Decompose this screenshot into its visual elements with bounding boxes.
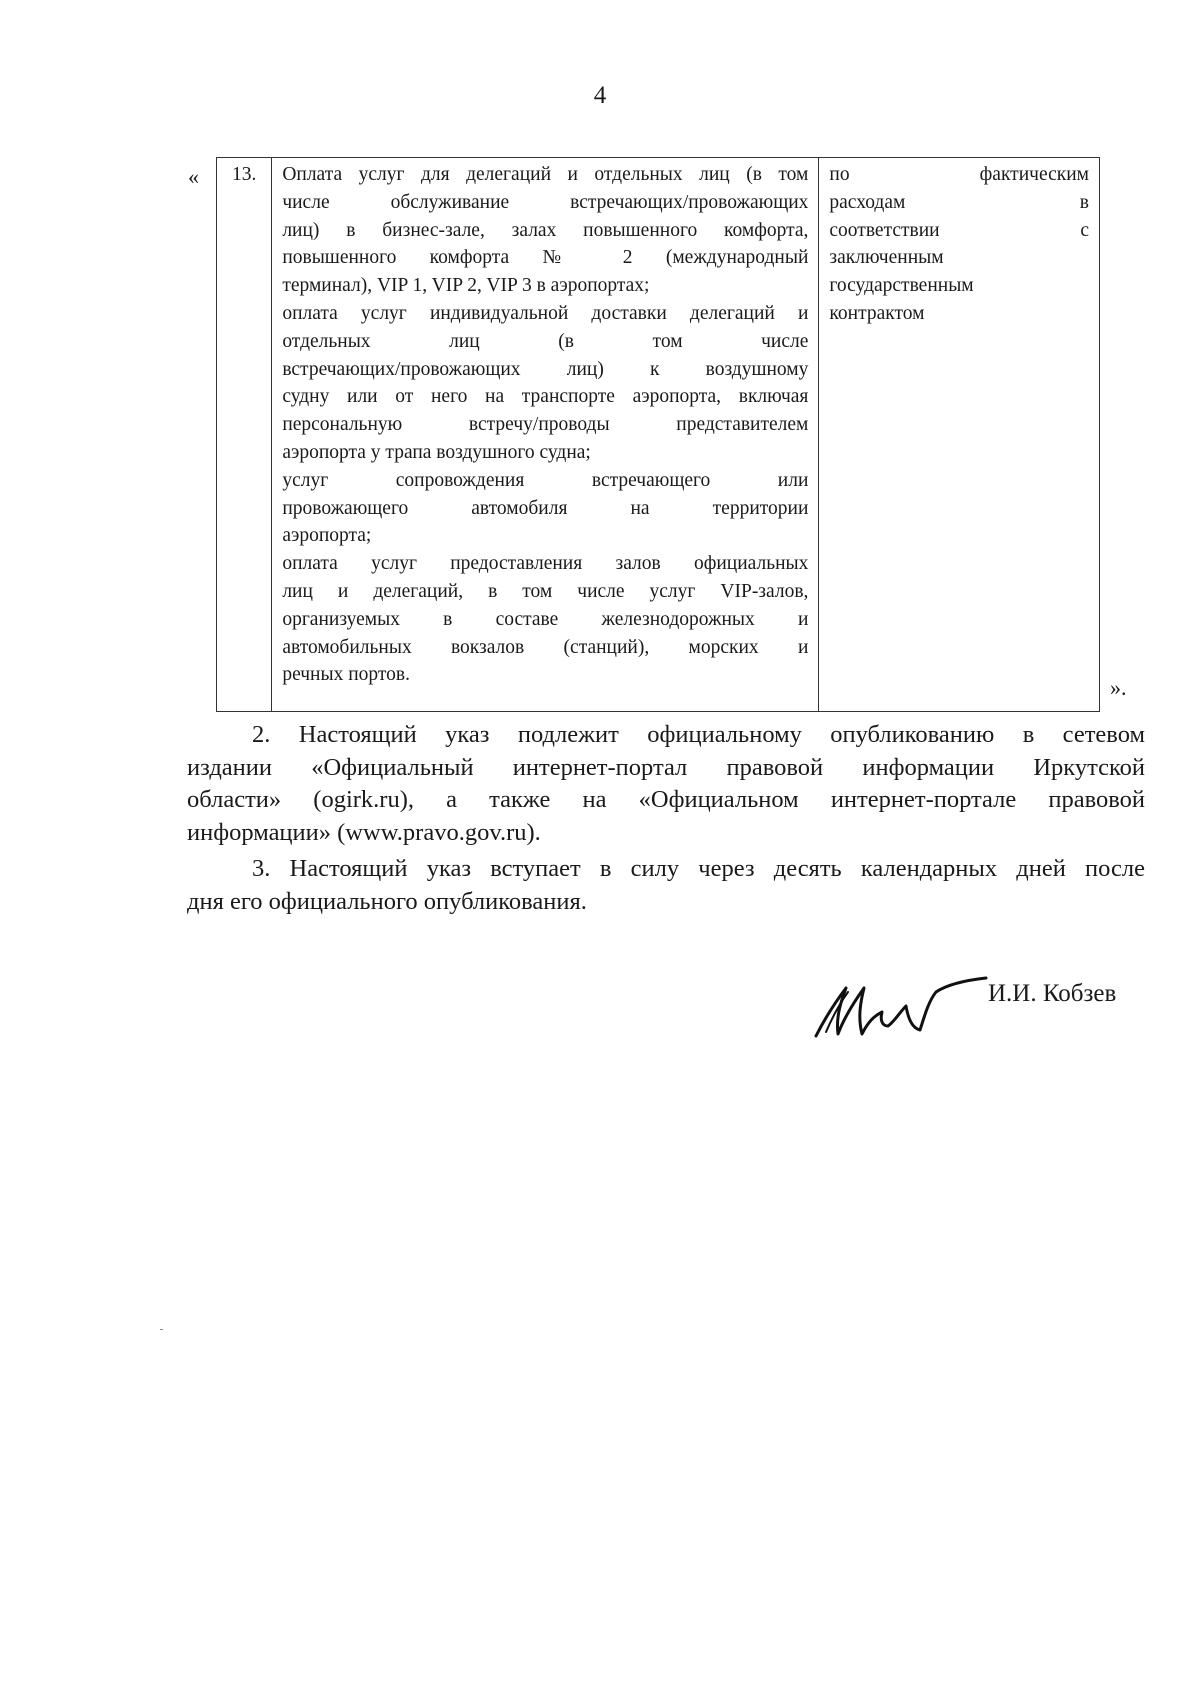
cost-line: заключенным xyxy=(829,247,944,269)
description-line: повышенного комфорта № 2 (международный xyxy=(282,247,809,269)
paragraph-line: 3. Настоящий указ вступает в силу через десять календарных дней после xyxy=(252,855,1145,882)
table-close-quote: ». xyxy=(1110,675,1127,700)
description-line: встречающих/провожающих лиц) к воздушному xyxy=(282,358,809,380)
cost-line: соответствии с xyxy=(829,219,1089,241)
row-cost-cell xyxy=(819,158,1100,712)
signer-name: И.И. Кобзев xyxy=(988,980,1117,1007)
description-line: Оплата услуг для делегаций и отдельных лиц (в том xyxy=(282,164,809,185)
description-line: лиц и делегаций, в том числе услуг VIP-залов, xyxy=(282,580,809,602)
description-line: услуг сопровождения встречающего или xyxy=(282,469,809,491)
description-line: провожающего автомобиля на территории xyxy=(282,497,809,519)
description-line: терминал), VIP 1, VIP 2, VIP 3 в аэропортах; xyxy=(282,275,650,297)
row-description-cell xyxy=(272,158,819,712)
description-line: судну или от него на транспорте аэропорта, включая xyxy=(282,386,809,408)
paragraph-line: области» (ogirk.ru), а также на «Официальном интернет-портале правовой xyxy=(187,786,1145,813)
page-number: 4 xyxy=(593,82,607,109)
services-table xyxy=(216,157,1100,712)
paragraph-effective-date xyxy=(187,853,1145,918)
cost-line: государственным xyxy=(829,275,974,297)
description-line: персональную встречу/проводы представителем xyxy=(282,414,809,436)
row-number-cell xyxy=(217,158,272,712)
description-line: организуемых в составе железнодорожных и xyxy=(282,608,809,630)
table-row xyxy=(217,158,1100,712)
scan-artifact xyxy=(160,1329,163,1330)
table-open-quote: « xyxy=(188,164,199,189)
description-line: речных портов. xyxy=(282,664,410,686)
cost-line: по фактическим xyxy=(829,164,1089,185)
paragraph-line: издании «Официальный интернет-портал правовой информации Иркутской xyxy=(187,753,1145,781)
description-line: оплата услуг предоставления залов официальных xyxy=(282,553,809,575)
paragraph-line: 2. Настоящий указ подлежит официальному опубликованию в сетевом xyxy=(252,721,1145,748)
description-line: автомобильных вокзалов (станций), морских и xyxy=(282,636,809,658)
description-line: аэропорта; xyxy=(282,525,372,547)
paragraph-line: дня его официального опубликования. xyxy=(187,887,587,915)
paragraph-publication xyxy=(187,719,1145,849)
cost-line: расходам в xyxy=(829,191,1089,213)
description-line: оплата услуг индивидуальной доставки делегаций и xyxy=(282,302,809,324)
description-line: числе обслуживание встречающих/провожающих xyxy=(282,191,809,213)
cost-line: контрактом xyxy=(829,302,925,324)
row-number: 13. xyxy=(231,164,257,185)
description-line: отдельных лиц (в том числе xyxy=(282,330,809,352)
description-line: аэропорта у трапа воздушного судна; xyxy=(282,441,591,463)
paragraph-line: информации» (www.pravo.gov.ru). xyxy=(187,818,541,846)
handwritten-signature xyxy=(808,962,988,1042)
description-line: лиц) в бизнес-зале, залах повышенного комфорта, xyxy=(282,219,809,241)
